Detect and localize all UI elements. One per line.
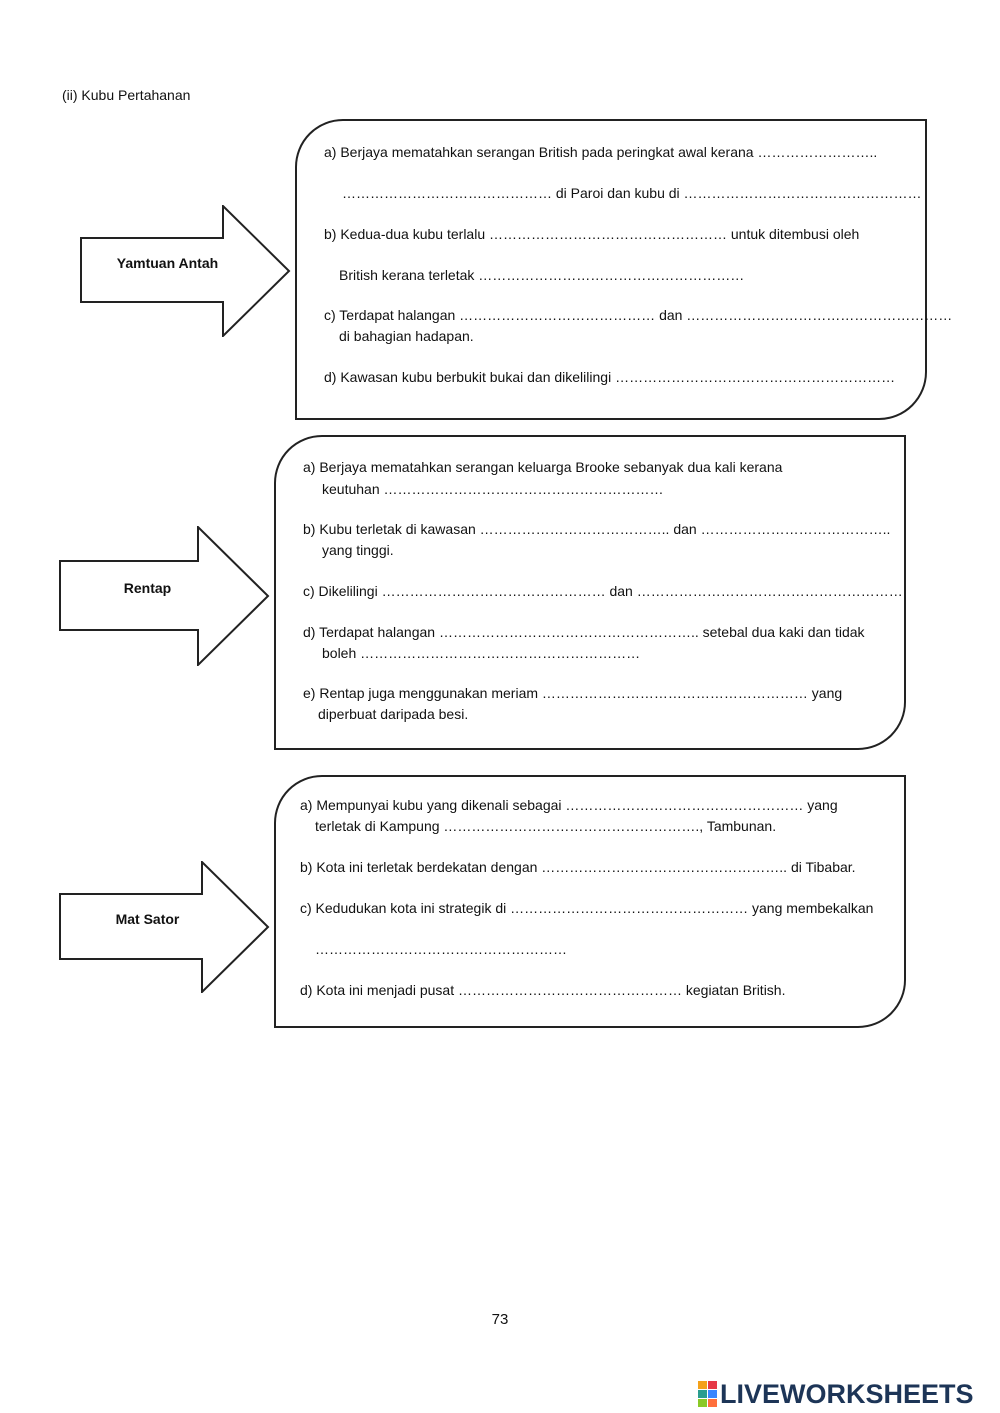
question-line: b) Kota ini terletak berdekatan dengan …………………………………………….. di Tibabar.: [300, 859, 856, 875]
question-line: b) Kedua-dua kubu terlalu …………………………………………… untuk ditembusi oleh: [324, 226, 860, 242]
question-line: di bahagian hadapan.: [339, 328, 474, 344]
question-line: yang tinggi.: [322, 542, 394, 558]
question-line: c) Kedudukan kota ini strategik di …………………………………………… yang membekalkan: [300, 900, 874, 916]
question-line: c) Terdapat halangan …………………………………… dan …………………………………………………: [324, 307, 953, 323]
question-line: c) Dikelilingi ………………………………………… dan …………………………………………………: [303, 583, 903, 599]
logo-block: [698, 1399, 707, 1407]
question-line: ………………………………………………: [315, 941, 567, 957]
logo-block: [698, 1390, 707, 1398]
question-line: d) Kawasan kubu berbukit bukai dan dikelilingi ……………………………………………………: [324, 369, 896, 385]
logo-blocks-icon: [698, 1381, 717, 1407]
arrow-label-rentap: Rentap: [123, 580, 172, 596]
question-line: diperbuat daripada besi.: [318, 706, 469, 722]
right-arrow-icon: [59, 861, 271, 993]
question-line: ……………………………………… di Paroi dan kubu di ……………………………………………: [342, 185, 922, 201]
right-arrow-icon: [80, 205, 292, 337]
liveworksheets-logo[interactable]: [698, 1379, 974, 1409]
question-line: keutuhan ……………………………………………………: [322, 481, 664, 497]
section-heading: (ii) Kubu Pertahanan: [62, 87, 191, 103]
logo-block: [708, 1399, 717, 1407]
question-line: b) Kubu terletak di kawasan ………………………………….. dan …………………………………..: [303, 521, 891, 537]
question-line: British kerana terletak …………………………………………………: [339, 267, 745, 283]
question-line: terletak di Kampung ………………………………………………., Tambunan.: [315, 818, 777, 834]
question-line: a) Berjaya mematahkan serangan keluarga Brooke sebanyak dua kali kerana: [303, 459, 783, 475]
logo-block: [698, 1381, 707, 1389]
question-line: d) Terdapat halangan ……………………………………………….. setebal dua kaki dan tidak: [303, 624, 865, 640]
question-line: e) Rentap juga menggunakan meriam ………………………………………………… yang: [303, 685, 843, 701]
question-line: boleh ……………………………………………………: [322, 645, 641, 661]
arrow-label-yamtuan-antah: Yamtuan Antah: [116, 255, 219, 271]
logo-block: [708, 1390, 717, 1398]
logo-block: [708, 1381, 717, 1389]
brand-name: LIVEWORKSHEETS: [720, 1378, 974, 1409]
question-line: d) Kota ini menjadi pusat ………………………………………… kegiatan British.: [300, 982, 786, 998]
question-line: a) Mempunyai kubu yang dikenali sebagai …………………………………………… yang: [300, 797, 838, 813]
page-number: 73: [491, 1311, 509, 1328]
arrow-label-mat-sator: Mat Sator: [115, 911, 180, 927]
question-line: a) Berjaya mematahkan serangan British pada peringkat awal kerana ……………………..: [324, 144, 878, 160]
right-arrow-icon: [59, 526, 271, 666]
